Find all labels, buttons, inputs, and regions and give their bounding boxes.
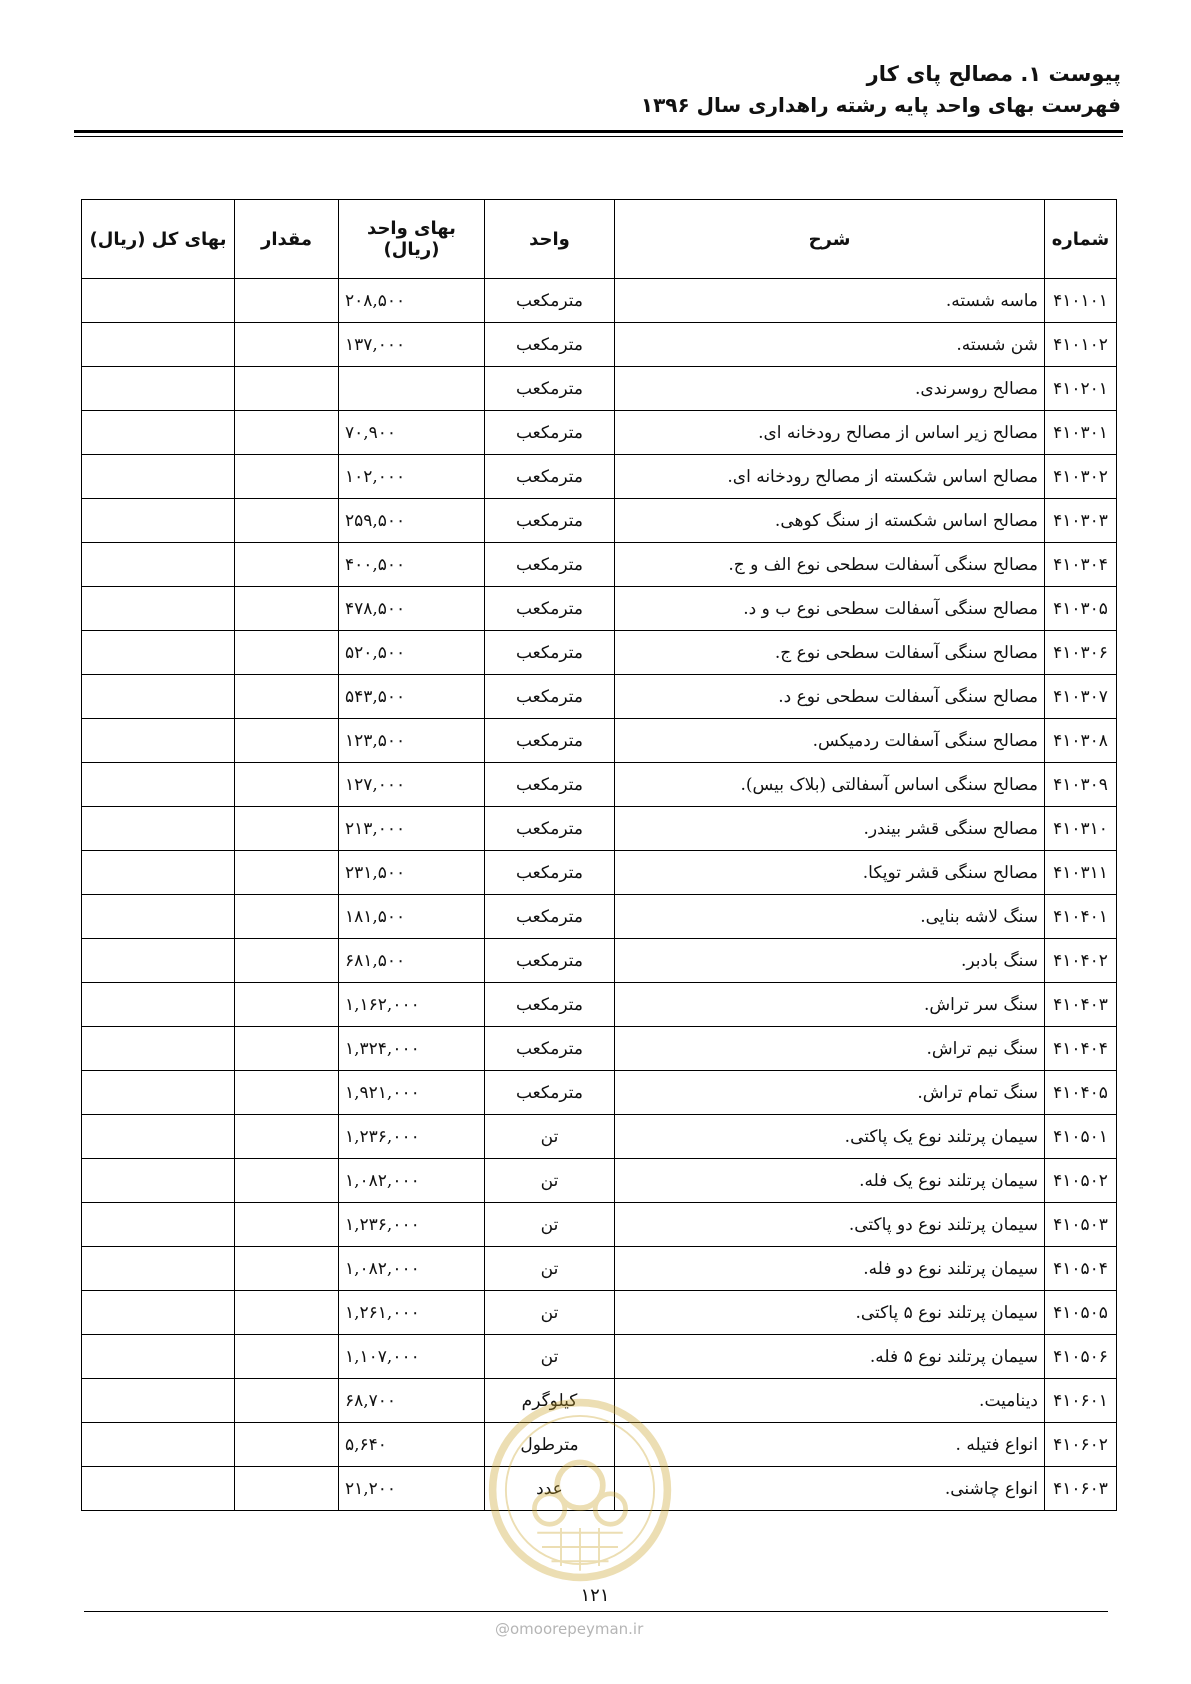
row-code: ۴۱۰۱۰۱ (1045, 279, 1117, 323)
row-total-price (82, 1291, 235, 1335)
row-code: ۴۱۰۵۰۲ (1045, 1159, 1117, 1203)
row-description: سیمان پرتلند نوع ۵ پاکتی. (615, 1291, 1045, 1335)
row-description: سنگ سر تراش. (615, 983, 1045, 1027)
table-row (82, 675, 1117, 719)
table-row (82, 631, 1117, 675)
row-description: مصالح سنگی قشر بیندر. (615, 807, 1045, 851)
col-header-code: شماره (1045, 200, 1117, 279)
row-description: مصالح روسرندی. (615, 367, 1045, 411)
row-unit: مترمکعب (485, 895, 615, 939)
col-header-desc: شرح (615, 200, 1045, 279)
row-code: ۴۱۰۳۰۹ (1045, 763, 1117, 807)
row-code: ۴۱۰۳۰۷ (1045, 675, 1117, 719)
table-row (82, 1027, 1117, 1071)
row-description: سیمان پرتلند نوع یک فله. (615, 1159, 1045, 1203)
row-quantity (235, 1027, 339, 1071)
row-code: ۴۱۰۵۰۱ (1045, 1115, 1117, 1159)
row-code: ۴۱۰۳۰۳ (1045, 499, 1117, 543)
page-number: ۱۲۱ (560, 1585, 630, 1606)
row-unit-price: ۲۵۹,۵۰۰ (339, 499, 485, 543)
row-description: سیمان پرتلند نوع یک پاکتی. (615, 1115, 1045, 1159)
row-code: ۴۱۰۳۰۲ (1045, 455, 1117, 499)
row-quantity (235, 1071, 339, 1115)
row-quantity (235, 1291, 339, 1335)
row-description: مصالح اساس شکسته از سنگ کوهی. (615, 499, 1045, 543)
row-total-price (82, 1467, 235, 1511)
row-quantity (235, 675, 339, 719)
footer-rule (84, 1611, 1108, 1612)
row-unit: تن (485, 1291, 615, 1335)
col-header-unit-price-label: بهای واحد (367, 218, 456, 239)
row-description: مصالح زیر اساس از مصالح رودخانه ای. (615, 411, 1045, 455)
row-code: ۴۱۰۵۰۳ (1045, 1203, 1117, 1247)
row-quantity (235, 587, 339, 631)
row-code: ۴۱۰۶۰۱ (1045, 1379, 1117, 1423)
table-row (82, 279, 1117, 323)
row-unit-price: ۶۸,۷۰۰ (339, 1379, 485, 1423)
row-unit-price: ۱,۲۶۱,۰۰۰ (339, 1291, 485, 1335)
page-header (641, 58, 1121, 120)
row-unit: تن (485, 1115, 615, 1159)
row-quantity (235, 631, 339, 675)
row-unit: مترمکعب (485, 807, 615, 851)
row-quantity (235, 411, 339, 455)
row-quantity (235, 1115, 339, 1159)
row-unit: تن (485, 1335, 615, 1379)
row-quantity (235, 719, 339, 763)
row-unit: مترمکعب (485, 367, 615, 411)
row-total-price (82, 1203, 235, 1247)
row-description: انواع چاشنی. (615, 1467, 1045, 1511)
row-total-price (82, 367, 235, 411)
table-row (82, 1379, 1117, 1423)
row-code: ۴۱۰۵۰۶ (1045, 1335, 1117, 1379)
row-unit-price: ۱۳۷,۰۰۰ (339, 323, 485, 367)
row-code: ۴۱۰۵۰۴ (1045, 1247, 1117, 1291)
row-total-price (82, 587, 235, 631)
row-code: ۴۱۰۳۰۶ (1045, 631, 1117, 675)
table-row (82, 1423, 1117, 1467)
table-row (82, 1071, 1117, 1115)
table-row (82, 1467, 1117, 1511)
document-title: فهرست بهای واحد پایه رشته راهداری سال ۱۳۹۶ (640, 93, 1121, 117)
row-description: سنگ نیم تراش. (615, 1027, 1045, 1071)
row-description: مصالح سنگی اساس آسفالتی (بلاک بیس). (615, 763, 1045, 807)
row-total-price (82, 631, 235, 675)
row-unit-price: ۲۱۳,۰۰۰ (339, 807, 485, 851)
row-total-price (82, 851, 235, 895)
website-watermark: @omoorepeyman.ir (495, 1620, 644, 1638)
row-quantity (235, 1335, 339, 1379)
row-unit: مترمکعب (485, 411, 615, 455)
row-total-price (82, 719, 235, 763)
row-unit-price: ۱,۹۲۱,۰۰۰ (339, 1071, 485, 1115)
row-unit: مترطول (485, 1423, 615, 1467)
row-quantity (235, 1423, 339, 1467)
row-total-price (82, 1379, 235, 1423)
table-row (82, 411, 1117, 455)
row-total-price (82, 1027, 235, 1071)
table-row (82, 851, 1117, 895)
row-total-price (82, 1335, 235, 1379)
table-row (82, 323, 1117, 367)
table-row (82, 983, 1117, 1027)
row-quantity (235, 939, 339, 983)
row-quantity (235, 455, 339, 499)
table-row (82, 939, 1117, 983)
row-code: ۴۱۰۶۰۳ (1045, 1467, 1117, 1511)
row-unit-price: ۲۳۱,۵۰۰ (339, 851, 485, 895)
row-total-price (82, 279, 235, 323)
table-row (82, 499, 1117, 543)
row-code: ۴۱۰۴۰۴ (1045, 1027, 1117, 1071)
row-unit: مترمکعب (485, 455, 615, 499)
row-unit-price: ۵,۶۴۰ (339, 1423, 485, 1467)
row-description: ماسه شسته. (615, 279, 1045, 323)
row-quantity (235, 1159, 339, 1203)
row-unit: مترمکعب (485, 323, 615, 367)
row-unit: مترمکعب (485, 675, 615, 719)
row-description: مصالح اساس شکسته از مصالح رودخانه ای. (615, 455, 1045, 499)
row-total-price (82, 1071, 235, 1115)
row-description: مصالح سنگی آسفالت سطحی نوع الف و ج. (615, 543, 1045, 587)
row-description: سنگ بادبر. (615, 939, 1045, 983)
col-header-unit: واحد (485, 200, 615, 279)
row-unit: مترمکعب (485, 587, 615, 631)
row-total-price (82, 455, 235, 499)
row-unit-price: ۱,۱۶۲,۰۰۰ (339, 983, 485, 1027)
row-unit: مترمکعب (485, 631, 615, 675)
row-code: ۴۱۰۲۰۱ (1045, 367, 1117, 411)
row-unit-price: ۵۴۳,۵۰۰ (339, 675, 485, 719)
row-unit: مترمکعب (485, 719, 615, 763)
table-row (82, 1115, 1117, 1159)
row-unit: مترمکعب (485, 543, 615, 587)
row-description: مصالح سنگی قشر توپکا. (615, 851, 1045, 895)
row-total-price (82, 1115, 235, 1159)
row-total-price (82, 895, 235, 939)
row-unit: تن (485, 1247, 615, 1291)
row-unit: مترمکعب (485, 851, 615, 895)
row-code: ۴۱۰۳۰۵ (1045, 587, 1117, 631)
row-total-price (82, 1247, 235, 1291)
row-unit: مترمکعب (485, 1027, 615, 1071)
row-unit: مترمکعب (485, 499, 615, 543)
col-header-quantity: مقدار (235, 200, 339, 279)
table-row (82, 719, 1117, 763)
row-unit-price: ۱,۳۲۴,۰۰۰ (339, 1027, 485, 1071)
row-total-price (82, 675, 235, 719)
row-description: سیمان پرتلند نوع ۵ فله. (615, 1335, 1045, 1379)
row-quantity (235, 1467, 339, 1511)
row-quantity (235, 807, 339, 851)
row-unit-price: ۵۲۰,۵۰۰ (339, 631, 485, 675)
row-quantity (235, 323, 339, 367)
row-quantity (235, 499, 339, 543)
row-total-price (82, 1159, 235, 1203)
row-unit-price: ۱۰۲,۰۰۰ (339, 455, 485, 499)
table-row (82, 1159, 1117, 1203)
col-header-unit-price (339, 200, 485, 279)
table-row (82, 1291, 1117, 1335)
row-unit: عدد (485, 1467, 615, 1511)
row-unit-price: ۱,۲۳۶,۰۰۰ (339, 1203, 485, 1247)
row-quantity (235, 367, 339, 411)
table-row (82, 763, 1117, 807)
row-unit-price: ۱۲۳,۵۰۰ (339, 719, 485, 763)
row-unit: تن (485, 1203, 615, 1247)
row-code: ۴۱۰۳۱۰ (1045, 807, 1117, 851)
row-code: ۴۱۰۴۰۳ (1045, 983, 1117, 1027)
row-code: ۴۱۰۳۰۱ (1045, 411, 1117, 455)
header-rule-thin (74, 136, 1123, 137)
row-code: ۴۱۰۴۰۵ (1045, 1071, 1117, 1115)
row-unit-price: ۱۲۷,۰۰۰ (339, 763, 485, 807)
row-code: ۴۱۰۱۰۲ (1045, 323, 1117, 367)
table-row (82, 807, 1117, 851)
table-row (82, 1335, 1117, 1379)
col-header-total: بهای کل (ریال) (82, 200, 235, 279)
table-row (82, 1247, 1117, 1291)
row-unit: مترمکعب (485, 279, 615, 323)
row-unit: مترمکعب (485, 939, 615, 983)
row-quantity (235, 1379, 339, 1423)
row-description: سیمان پرتلند نوع دو فله. (615, 1247, 1045, 1291)
row-description: سنگ لاشه بنایی. (615, 895, 1045, 939)
row-total-price (82, 543, 235, 587)
row-total-price (82, 1423, 235, 1467)
row-unit-price: ۱۸۱,۵۰۰ (339, 895, 485, 939)
row-quantity (235, 763, 339, 807)
row-quantity (235, 1247, 339, 1291)
row-quantity (235, 543, 339, 587)
row-code: ۴۱۰۳۰۸ (1045, 719, 1117, 763)
row-unit-price: ۱,۰۸۲,۰۰۰ (339, 1159, 485, 1203)
header-rule-thick (74, 130, 1123, 133)
row-description: سیمان پرتلند نوع دو پاکتی. (615, 1203, 1045, 1247)
row-unit-price: ۷۰,۹۰۰ (339, 411, 485, 455)
appendix-title: پیوست ۱. مصالح پای کار (866, 62, 1121, 86)
row-quantity (235, 983, 339, 1027)
row-code: ۴۱۰۴۰۱ (1045, 895, 1117, 939)
table-row (82, 587, 1117, 631)
table-row (82, 895, 1117, 939)
row-code: ۴۱۰۳۱۱ (1045, 851, 1117, 895)
table-row (82, 367, 1117, 411)
row-quantity (235, 279, 339, 323)
row-quantity (235, 1203, 339, 1247)
price-table (81, 199, 1117, 1511)
row-total-price (82, 323, 235, 367)
row-quantity (235, 851, 339, 895)
row-code: ۴۱۰۳۰۴ (1045, 543, 1117, 587)
row-total-price (82, 807, 235, 851)
row-description: مصالح سنگی آسفالت ردمیکس. (615, 719, 1045, 763)
row-description: دینامیت. (615, 1379, 1045, 1423)
row-description: مصالح سنگی آسفالت سطحی نوع د. (615, 675, 1045, 719)
table-row (82, 455, 1117, 499)
row-unit-price: ۶۸۱,۵۰۰ (339, 939, 485, 983)
row-unit: مترمکعب (485, 763, 615, 807)
col-header-unit-price-currency: (ریال) (383, 239, 440, 260)
row-code: ۴۱۰۴۰۲ (1045, 939, 1117, 983)
row-description: سنگ تمام تراش. (615, 1071, 1045, 1115)
row-total-price (82, 983, 235, 1027)
table-header-row (82, 200, 1117, 279)
row-unit-price: ۱,۲۳۶,۰۰۰ (339, 1115, 485, 1159)
table-row (82, 1203, 1117, 1247)
row-total-price (82, 499, 235, 543)
row-description: مصالح سنگی آسفالت سطحی نوع ب و د. (615, 587, 1045, 631)
row-unit: مترمکعب (485, 1071, 615, 1115)
row-quantity (235, 895, 339, 939)
row-unit-price: ۲۱,۲۰۰ (339, 1467, 485, 1511)
row-code: ۴۱۰۵۰۵ (1045, 1291, 1117, 1335)
row-unit: کیلوگرم (485, 1379, 615, 1423)
row-unit-price: ۱,۱۰۷,۰۰۰ (339, 1335, 485, 1379)
row-unit: مترمکعب (485, 983, 615, 1027)
row-description: شن شسته. (615, 323, 1045, 367)
row-description: مصالح سنگی آسفالت سطحی نوع ج. (615, 631, 1045, 675)
row-unit-price: ۴۷۸,۵۰۰ (339, 587, 485, 631)
row-code: ۴۱۰۶۰۲ (1045, 1423, 1117, 1467)
row-unit-price: ۴۰۰,۵۰۰ (339, 543, 485, 587)
row-unit-price: ۱,۰۸۲,۰۰۰ (339, 1247, 485, 1291)
row-unit-price (339, 367, 485, 411)
row-description: انواع فتیله . (615, 1423, 1045, 1467)
row-total-price (82, 411, 235, 455)
table-row (82, 543, 1117, 587)
row-total-price (82, 939, 235, 983)
row-unit-price: ۲۰۸,۵۰۰ (339, 279, 485, 323)
row-total-price (82, 763, 235, 807)
row-unit: تن (485, 1159, 615, 1203)
